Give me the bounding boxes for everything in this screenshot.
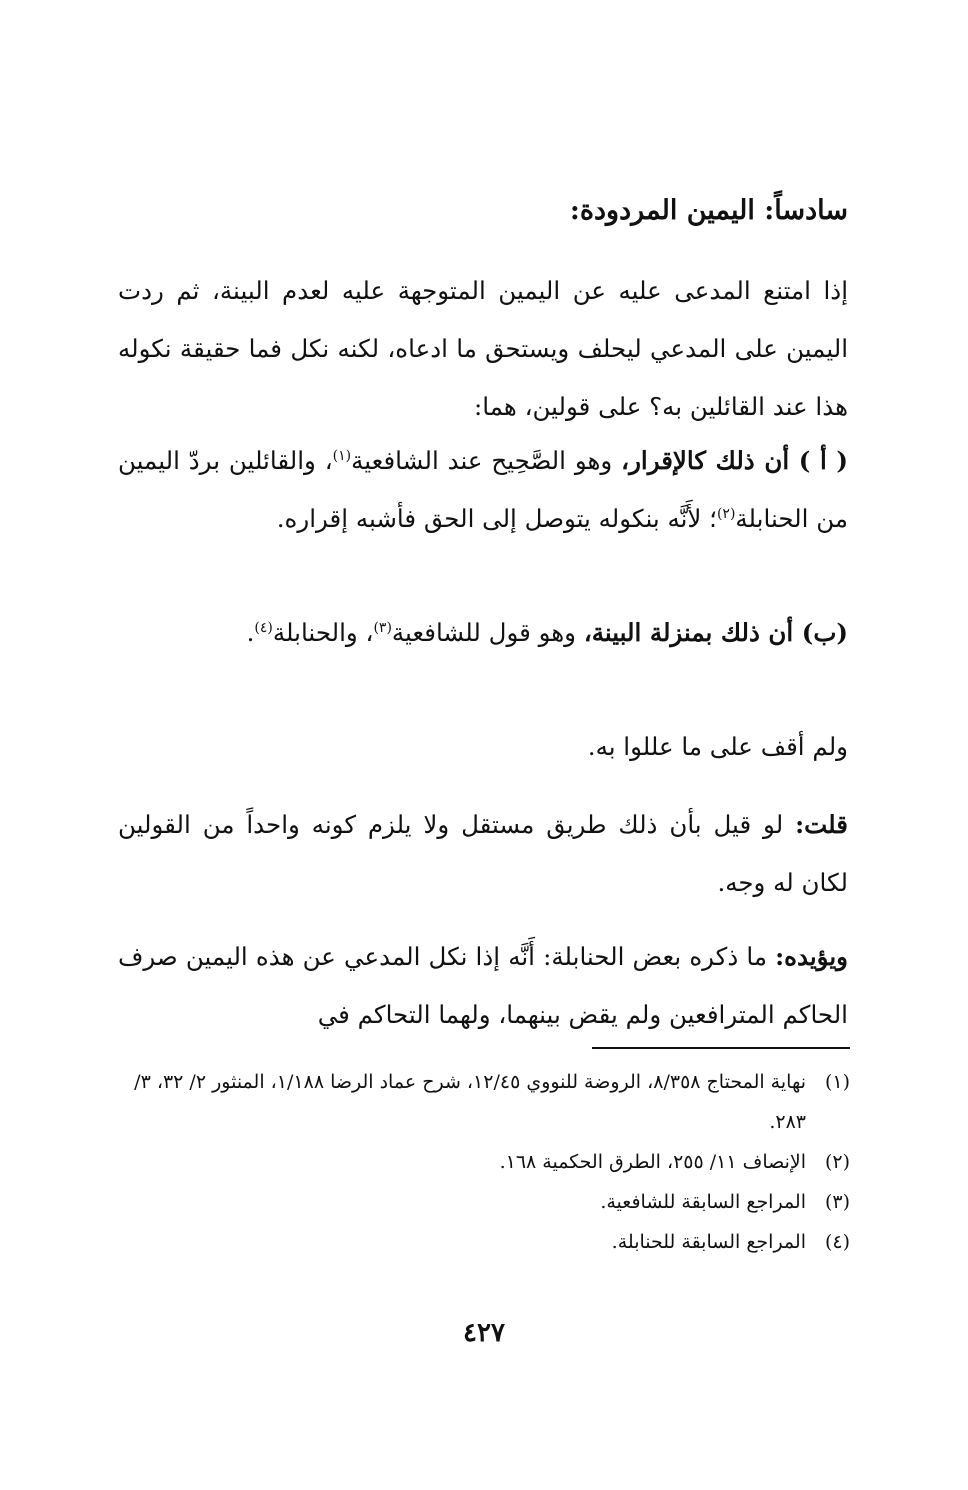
page-number: ٤٢٧ xyxy=(463,1318,505,1348)
author-view-text: لو قيل بأن ذلك طريق مستقل ولا يلزم كونه واحداً من القولين لكان له وجه. xyxy=(118,810,848,897)
paragraph-intro: إذا امتنع المدعى عليه عن اليمين المتوجهة عليه لعدم البينة، ثم ردت اليمين على المدعي ليحلف ويستحق ما ادعاه، لكنه نكل فما حقيقة نكوله هذا عند القائلين به؟ على قولين، هما: xyxy=(118,276,849,421)
opinion-b-text-b: ، والحنابلة xyxy=(272,618,374,647)
footnotes xyxy=(118,1062,850,1262)
opinion-b-text-c: . xyxy=(246,618,255,647)
paragraph-note: ولم أقف على ما عللوا به. xyxy=(587,732,848,761)
support-text: ما ذكره بعض الحنابلة: أَنَّه إذا نكل المدعي عن هذه اليمين صرف الحاكم المترافعين ولم يقض بينهما، ولهما التحاكم في xyxy=(118,942,848,1029)
support-lead: ويؤيده: xyxy=(775,942,848,971)
footnote-ref-2: (٢) xyxy=(716,505,736,522)
footnote-number: (٤) xyxy=(824,1231,850,1253)
footnote-ref-3: (٣) xyxy=(373,619,392,636)
footnote-item xyxy=(118,1062,850,1142)
paragraph-opinion-a xyxy=(118,432,848,548)
footnote-divider xyxy=(592,1047,850,1049)
opinion-a-text-b: ، والقائلين بردّ اليمين من الحنابلة xyxy=(118,446,848,533)
footnote-ref-1: (١) xyxy=(332,447,352,464)
section-heading: سادساً: اليمين المردودة: xyxy=(569,195,848,226)
footnote-ref-4: (٤) xyxy=(254,619,273,636)
opinion-a-text-c: ؛ لأَنَّه بنكوله يتوصل إلى الحق فأشبه إقراره. xyxy=(276,504,717,533)
opinion-a-text-a: وهو الصَّحِيح عند الشافعية xyxy=(351,446,622,475)
footnote-text: المراجع السابقة للشافعية. xyxy=(600,1191,806,1213)
author-view-lead: قلت: xyxy=(795,810,848,839)
footnote-text: الإنصاف ١١/ ٢٥٥، الطرق الحكمية ١٦٨. xyxy=(499,1151,806,1173)
footnote-item xyxy=(118,1222,850,1262)
footnote-number: (١) xyxy=(824,1071,850,1093)
footnote-text: نهاية المحتاج ٨/٣٥٨، الروضة للنووي ١٢/٤٥، شرح عماد الرضا ١/١٨٨، المنثور ٢/ ٣٢، ٣/ ٢٨٣. xyxy=(134,1071,806,1133)
opinion-b-text-a: وهو قول للشافعية xyxy=(391,618,584,647)
opinion-a-lead: ( أ ) أن ذلك كالإقرار، xyxy=(621,446,849,475)
paragraph-author-view xyxy=(118,796,848,912)
footnote-number: (٢) xyxy=(824,1151,850,1173)
opinion-b-lead: (ب) أن ذلك بمنزلة البينة، xyxy=(583,618,848,647)
footnote-text: المراجع السابقة للحنابلة. xyxy=(611,1231,806,1253)
footnote-number: (٣) xyxy=(824,1191,850,1213)
paragraph-support xyxy=(118,928,848,1044)
footnote-item xyxy=(118,1142,850,1182)
paragraph-opinion-b xyxy=(118,604,848,662)
footnote-item xyxy=(118,1182,850,1222)
